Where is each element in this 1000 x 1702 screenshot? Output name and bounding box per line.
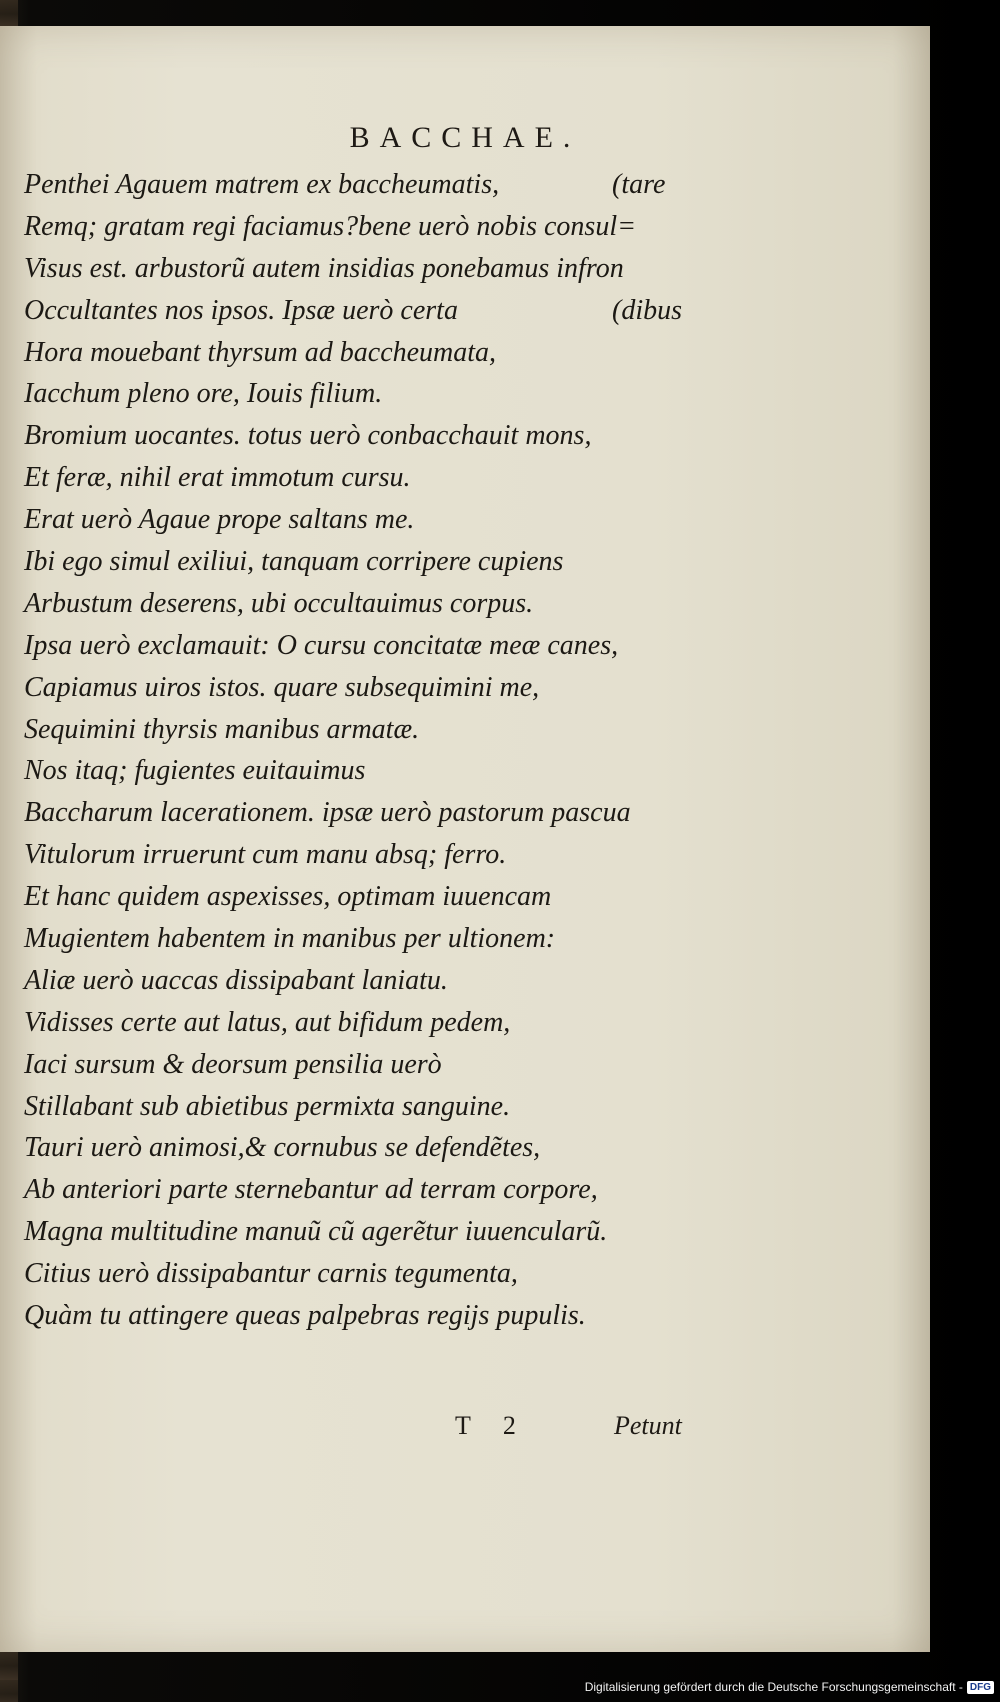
verse-line (24, 1169, 714, 1211)
verse-line (24, 1253, 714, 1295)
verse-line-text: Magna multitudine manuũ cũ agerẽtur iuuencularũ. (24, 1216, 608, 1248)
verse-line (24, 457, 714, 499)
verse-line (24, 1086, 714, 1128)
verse-line-text: Penthei Agauem matrem ex baccheumatis, (24, 169, 500, 200)
verse-line (24, 918, 714, 960)
verse-line (24, 834, 714, 876)
verse-line-text: Stillabant sub abietibus permixta sanguine. (24, 1090, 511, 1122)
verse-line (24, 415, 714, 457)
verse-line (24, 1002, 714, 1044)
verse-line-text: Bromium uocantes. totus uerò conbacchauit mons, (24, 420, 592, 452)
verse-line (24, 1127, 714, 1169)
verse-line-text: Erat uerò Agaue prope saltans me. (24, 504, 415, 536)
verse-line-text: Et hanc quidem aspexisses, optimam iuuencam (24, 881, 552, 913)
verse-line (24, 164, 714, 206)
verse-line (24, 583, 714, 625)
verse-line (24, 332, 714, 374)
verse-line-text: Et feræ, nihil erat immotum cursu. (24, 462, 411, 494)
verse-line (24, 750, 714, 792)
book-page (0, 26, 930, 1652)
verse-line (24, 876, 714, 918)
verse-text-block (24, 164, 714, 1424)
verse-line (24, 960, 714, 1002)
verse-line-text: Iaci sursum & deorsum pensilia uerò (24, 1048, 442, 1080)
verse-line (24, 667, 714, 709)
verse-line (24, 792, 714, 834)
verse-line (24, 499, 714, 541)
verse-line-text: Vitulorum irruerunt cum manu absq; ferro. (24, 839, 507, 871)
signature-letter: T (455, 1411, 471, 1440)
verse-line-text: Aliæ uerò uaccas dissipabant laniatu. (24, 964, 448, 996)
verse-line-text: Arbustum deserens, ubi occultauimus corpus. (24, 587, 534, 619)
verse-line-text: Tauri uerò animosi,& cornubus se defendẽtes, (24, 1132, 541, 1164)
verse-line-text: Vidisses certe aut latus, aut bifidum pedem, (24, 1006, 511, 1038)
verse-line-text: Baccharum lacerationem. ipsæ uerò pastorum pascua (24, 797, 631, 829)
verse-line-text: Ipsa uerò exclamauit: O cursu concitatæ meæ canes, (24, 629, 619, 661)
dfg-logo-icon: DFG (967, 1681, 994, 1694)
verse-line-text: Ab anteriori parte sternebantur ad terram corpore, (24, 1174, 598, 1206)
verse-line (24, 373, 714, 415)
verse-line-turnover: (tare (612, 169, 666, 200)
verse-line-text: Occultantes nos ipsos. Ipsæ uerò certa (24, 294, 458, 326)
verse-line (24, 625, 714, 667)
verse-line (24, 1211, 714, 1253)
verse-line (24, 1044, 714, 1086)
verse-line (24, 248, 714, 290)
verse-line-text: Hora mouebant thyrsum ad baccheumata, (24, 336, 497, 368)
credit-text: Digitalisierung gefördert durch die Deutsche Forschungsgemeinschaft - (584, 1680, 963, 1694)
verse-line (24, 541, 714, 583)
digitization-credit (585, 1680, 994, 1694)
verse-line (24, 290, 714, 332)
catchword: Petunt (614, 1411, 682, 1440)
verse-line-text: Citius uerò dissipabantur carnis tegumenta, (24, 1258, 518, 1290)
verse-line-turnover: (dibus (612, 294, 682, 326)
running-head: BACCHAE. (349, 121, 581, 154)
verse-line-text: Capiamus uiros istos. quare subsequimini me, (24, 671, 540, 703)
verse-line-text: Iacchum pleno ore, Iouis filium. (24, 378, 383, 410)
verse-line-text: Mugientem habentem in manibus per ultionem: (24, 923, 556, 955)
verse-line-text: Ibi ego simul exiliui, tanquam corripere cupiens (24, 546, 564, 578)
signature-mark (455, 1411, 516, 1441)
verse-line-text: Visus est. arbustorũ autem insidias ponebamus infron (24, 252, 624, 284)
verse-line (24, 1295, 714, 1337)
verse-line (24, 206, 714, 248)
verse-line (24, 709, 714, 751)
signature-number: 2 (502, 1411, 516, 1440)
verse-line-text: Nos itaq; fugientes euitauimus (24, 755, 366, 787)
verse-line-text: Remq; gratam regi faciamus?bene uerò nobis consul= (24, 210, 636, 242)
verse-line-text: Sequimini thyrsis manibus armatæ. (24, 713, 420, 745)
verse-line-text: Quàm tu attingere queas palpebras regijs pupulis. (24, 1300, 586, 1332)
